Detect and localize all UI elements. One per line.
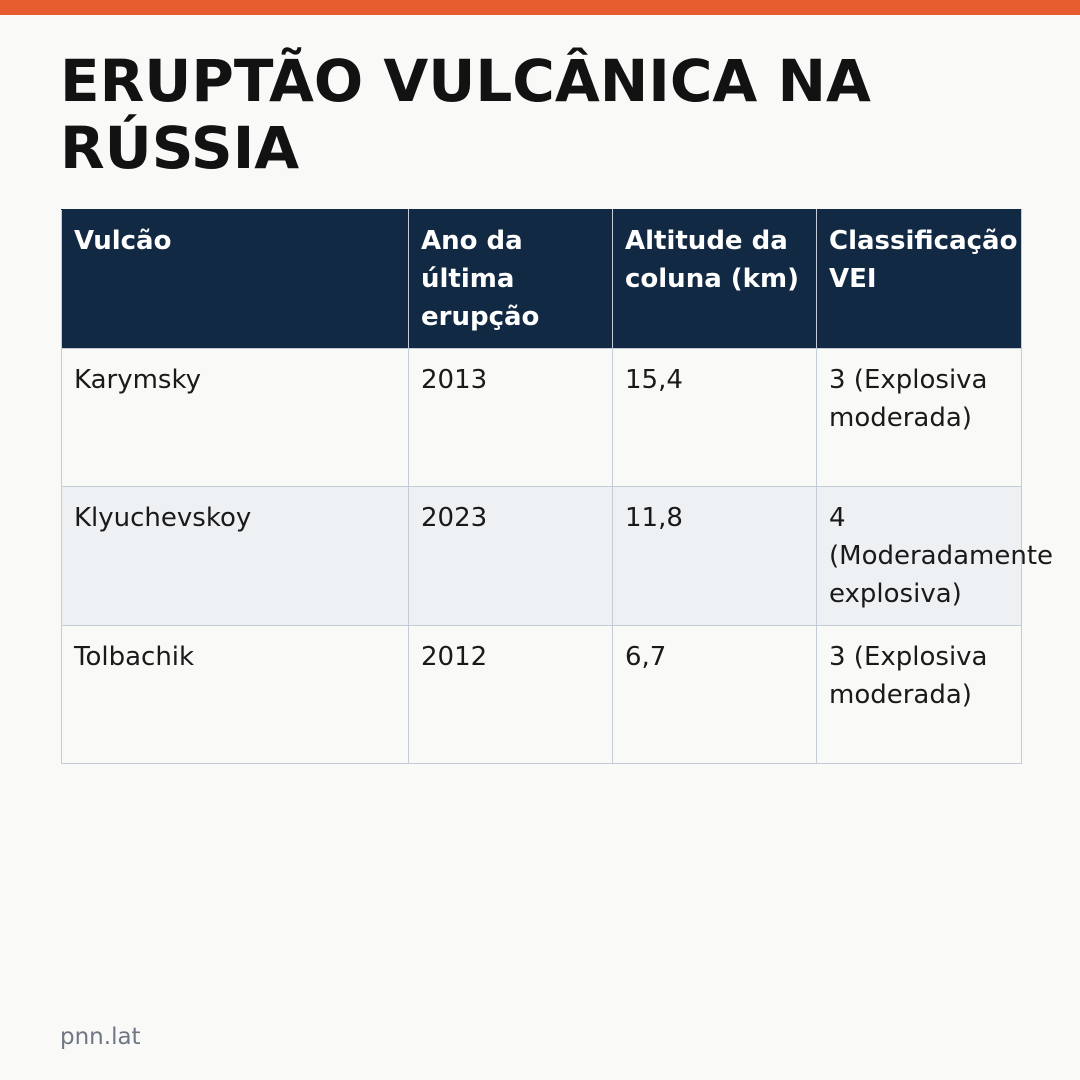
cell-vei-text: 3 (Explosiva moderada) <box>829 365 988 433</box>
header-vei-text: Classificação VEI <box>829 226 1018 294</box>
footer-source: pnn.lat <box>60 1024 141 1050</box>
cell-year: 2023 <box>409 487 613 626</box>
cell-altitude: 11,8 <box>613 487 817 626</box>
cell-altitude: 15,4 <box>613 349 817 487</box>
cell-vei <box>817 349 1022 487</box>
header-vei-classification <box>817 210 1022 349</box>
cell-year: 2013 <box>409 349 613 487</box>
cell-vei-text: 4 (Moderadamente explosiva) <box>829 503 1054 609</box>
volcano-table <box>61 209 1054 764</box>
cell-year: 2012 <box>409 626 613 764</box>
top-accent-bar <box>0 0 1080 15</box>
table-row <box>62 349 1022 487</box>
cell-vei <box>817 487 1054 626</box>
table-row <box>62 487 1022 626</box>
page-title: ERUPTÃO VULCÂNICA NA RÚSSIA <box>60 47 871 182</box>
cell-altitude: 6,7 <box>613 626 817 764</box>
table-header-row <box>62 210 1022 349</box>
cell-vei-text: 3 (Explosiva moderada) <box>829 642 988 710</box>
cell-volcano: Tolbachik <box>62 626 409 764</box>
header-column-altitude: Altitude da coluna (km) <box>613 210 817 349</box>
cell-volcano: Karymsky <box>62 349 409 487</box>
header-volcano: Vulcão <box>62 210 409 349</box>
cell-volcano: Klyuchevskoy <box>62 487 409 626</box>
header-last-eruption-year: Ano da última erupção <box>409 210 613 349</box>
cell-vei <box>817 626 1022 764</box>
table-row <box>62 626 1022 764</box>
